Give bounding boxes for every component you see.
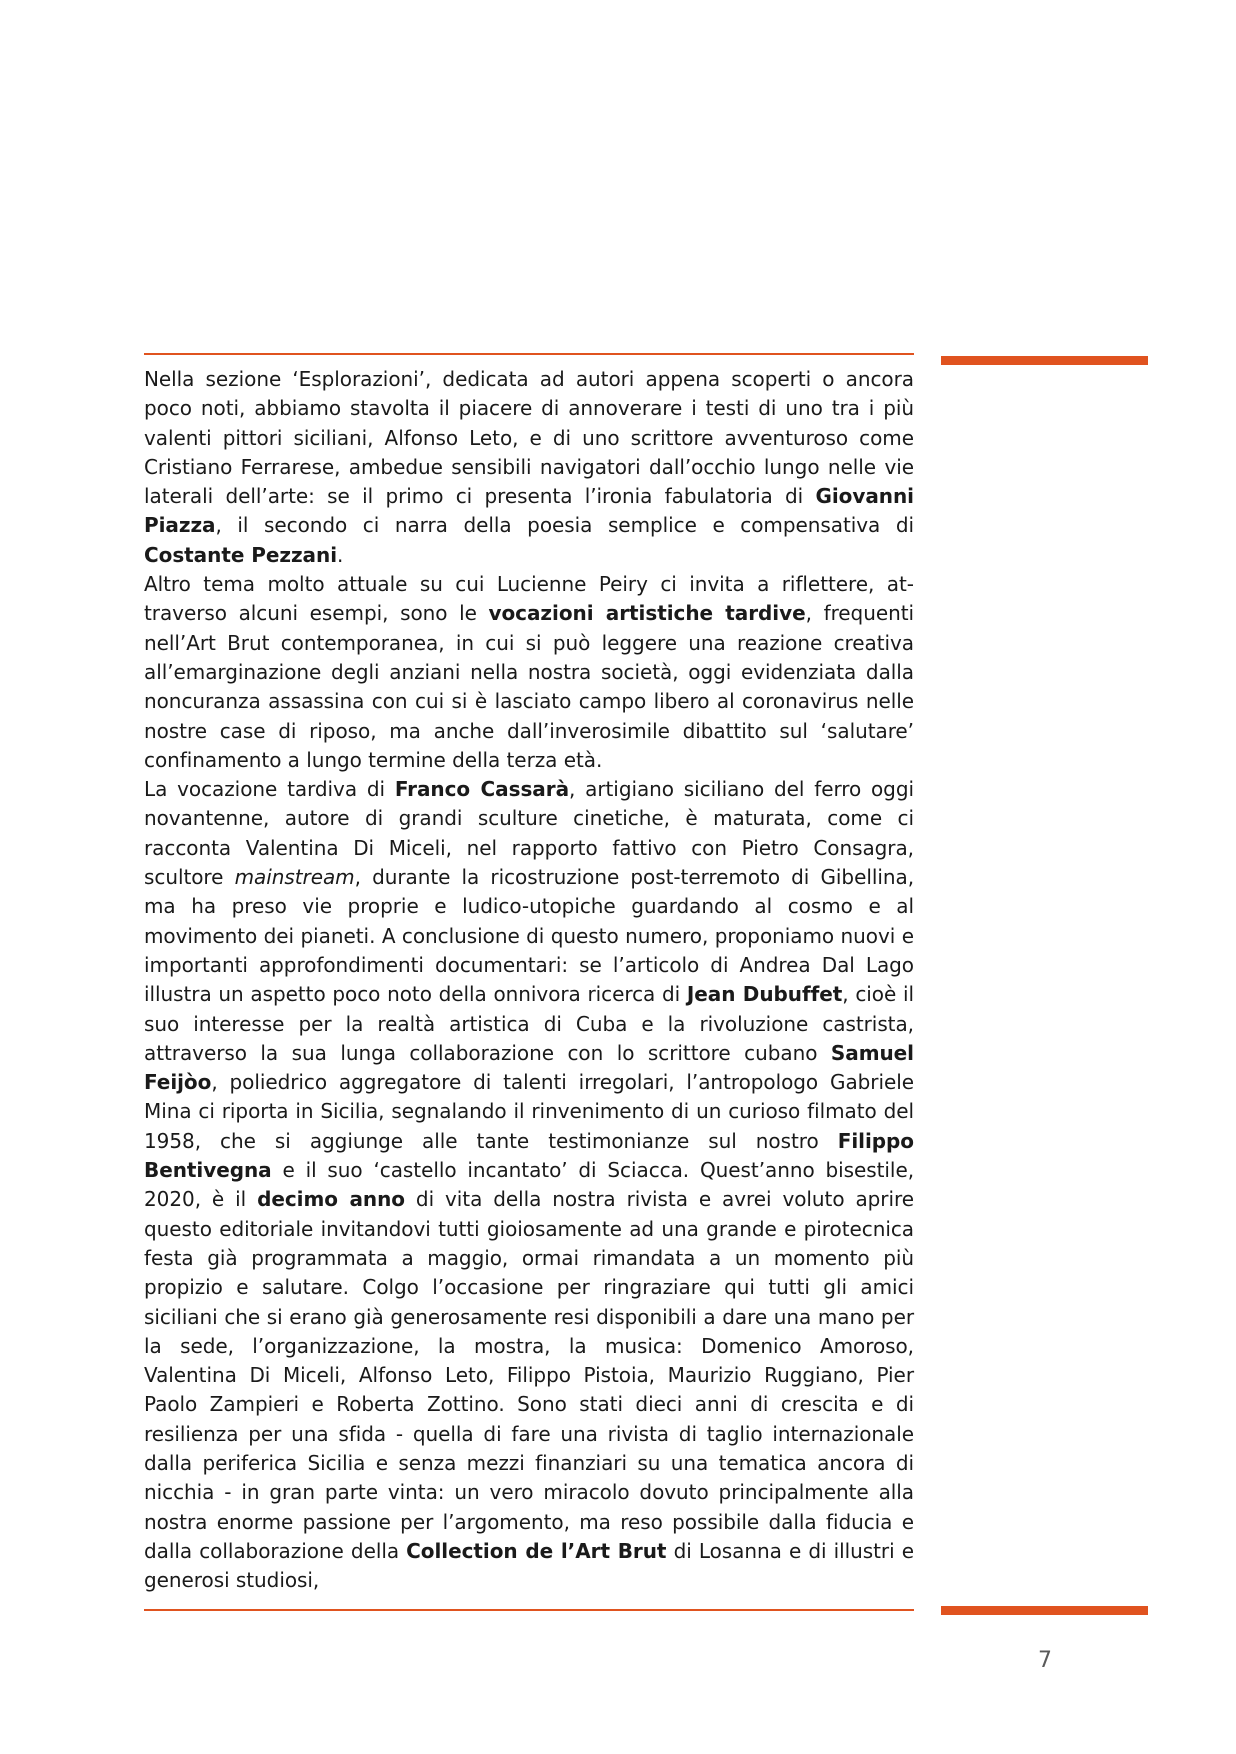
text-run: La vocazione tardiva di bbox=[144, 777, 395, 802]
text-run: di vita della nostra rivista e avrei voluto aprire questo editoriale invitandovi tutti gioiosamente ad una grande e pirotecnica festa già programmata a maggio, ormai rimandata a un momento più propizio e salutare. Colgo l’occasione per ringraziare qui tutti gli amici siciliani che si erano già generosamente resi disponibili a dare una mano per la sede, l’organizzazione, la mostra, la musica: Domenico Amoroso, Valentina Di Miceli, Alfonso Leto, Filippo Pistoia, Maurizio Ruggiano, Pier Paolo Zampieri e Roberta Zottino. Sono stati dieci anni di crescita e di resilienza per una sfida - quella di fare una rivista di taglio internazionale dalla periferica Sicilia e senza mezzi finanziari su una tematica ancora di nicchia - in gran parte vinta: un vero miracolo dovuto principalmente alla nostra enorme passione per l’argomento, ma reso possibile dalla fiducia e dalla collaborazione della bbox=[144, 1187, 914, 1563]
paragraph bbox=[144, 365, 914, 570]
bottom-accent-bar bbox=[941, 1606, 1148, 1615]
paragraph bbox=[144, 570, 914, 775]
text-run: , il secondo ci narra della poesia semplice e compensativa di bbox=[215, 513, 914, 538]
bold-text: Franco Cassarà bbox=[394, 777, 570, 802]
italic-text: mainstream bbox=[234, 865, 355, 890]
top-accent-bar bbox=[941, 356, 1148, 365]
bold-text: Samuel Feijòo bbox=[144, 1040, 914, 1095]
article-body bbox=[144, 365, 914, 1595]
top-rule bbox=[144, 353, 914, 355]
text-run: , durante la ricostruzione post-terremoto di Gibellina, ma ha preso vie proprie e ludico-utopiche guardando al cosmo e al movimento dei pianeti. A conclusione di questo numero, proponiamo nuovi e importanti approfondimenti documentari: se l’articolo di Andrea Dal Lago illustra un aspetto poco noto della onnivora ricerca di bbox=[144, 865, 914, 1007]
bottom-rule bbox=[144, 1609, 914, 1611]
text-run: Nella sezione ‘Esplorazioni’, dedicata ad autori appena scoperti o ancora poco noti, abbiamo stavolta il piacere di annoverare i testi di uno tra i più valenti pittori siciliani, Alfonso Leto, e di uno scrittore avventuroso come Cristiano Ferrarese, ambedue sensibili navigatori dall’occhio lungo nelle vie laterali dell’arte: se il primo ci presenta l’ironia fabulatoria di bbox=[144, 367, 914, 509]
text-run: , cioè il suo interesse per la realtà artistica di Cuba e la rivoluzione castrista, attraverso la sua lunga collaborazione con lo scrittore cubano bbox=[144, 982, 914, 1065]
bold-text: vocazioni artistiche tardive bbox=[488, 601, 806, 626]
text-run: , frequenti nell’Art Brut contemporanea, in cui si può leggere una reazione creativa all’emarginazione degli anziani nella nostra società, oggi evidenziata dalla noncuranza assassina con cui si è lasciato campo libero al coronavirus nelle nostre case di riposo, ma anche dall’inverosimile dibattito sul ‘salutare’ confinamento a lungo termine della terza età. bbox=[144, 601, 915, 772]
text-run: e il suo ‘castello incantato’ di Sciacca. Quest’anno bisestile, 2020, è il bbox=[144, 1158, 914, 1212]
text-run: , artigiano siciliano del ferro oggi novantenne, autore di grandi sculture cinetiche, è maturata, come ci racconta Valentina Di Miceli, nel rapporto fattivo con Pietro Consagra, scultore bbox=[144, 777, 914, 890]
text-run: , poliedrico aggregatore di talenti irregolari, l’antropologo Gabriele Mina ci riporta in Sicilia, segnalando il rinvenimento di un curioso filmato del 1958, che si aggiunge alle tante testimonianze sul nostro bbox=[144, 1070, 914, 1153]
bold-text: Filippo Bentivegna bbox=[144, 1128, 914, 1183]
bold-text: Collection de l’Art Brut bbox=[406, 1538, 667, 1563]
bold-text: decimo anno bbox=[257, 1187, 405, 1212]
text-run: di Losanna e di illustri e generosi studiosi, bbox=[144, 1538, 914, 1593]
bold-text: Jean Dubuffet bbox=[686, 982, 843, 1007]
page-number: 7 bbox=[1038, 1648, 1052, 1673]
text-run: Altro tema molto attuale su cui Lucienne Peiry ci invita a riflettere, attraverso alcuni esempi, sono le bbox=[144, 572, 914, 626]
bold-text: Costante Pezzani bbox=[144, 542, 337, 567]
text-run: . bbox=[337, 542, 344, 567]
paragraph bbox=[144, 775, 914, 1595]
bold-text: Giovanni Piazza bbox=[144, 484, 914, 538]
